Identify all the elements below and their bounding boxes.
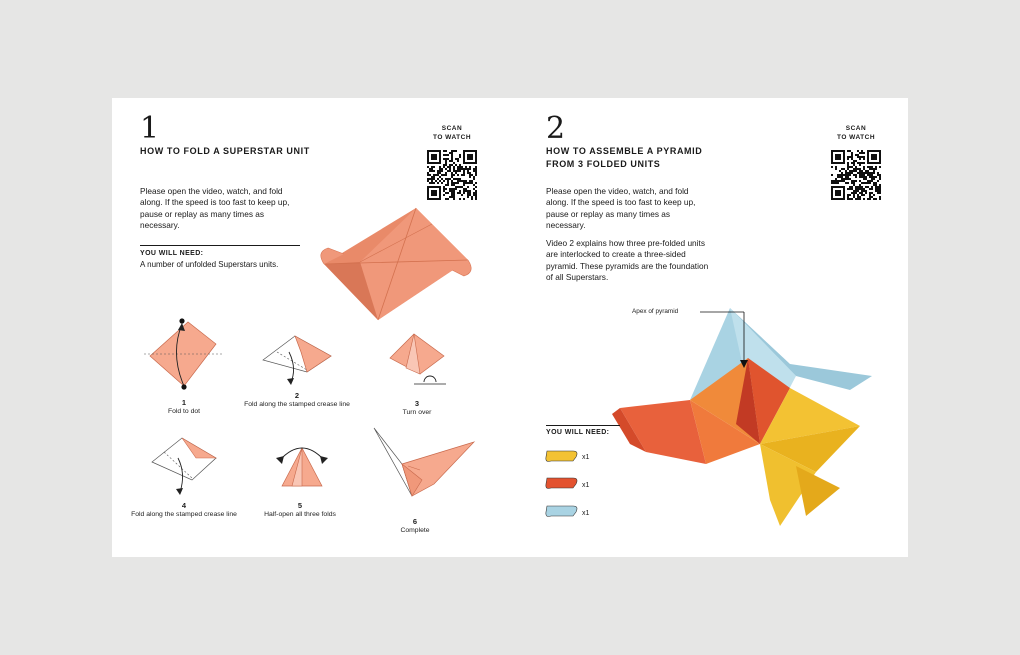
step-caption [245,502,355,519]
apex-label: Apex of pyramid [632,308,679,315]
yellow-unit-icon [543,447,579,469]
step-caption [129,399,239,416]
step-caption-number: 2 [294,391,300,400]
step-1-diagram [144,314,224,392]
step-2-diagram [257,330,337,386]
you-will-need-title: YOU WILL NEED: [546,429,610,436]
divider [546,425,620,426]
quantity: x1 [582,482,590,489]
step-caption-text: Fold along the stamped crease line [244,400,350,408]
step-4-diagram [148,436,224,496]
book-spread [112,98,908,557]
scan-label: SCAN TO WATCH [432,125,472,141]
step-caption-text: Complete [400,526,430,534]
quantity: x1 [582,454,590,461]
intro-text: Please open the video, watch, and fold along. If the speed is too fast to keep up, pause or replay as many times as necessary. [140,186,290,231]
step-caption [129,502,239,519]
pyramid-illustration [610,304,874,530]
page-heading: HOW TO ASSEMBLE A PYRAMID FROM 3 FOLDED UNITS [546,146,703,169]
scan-label: SCAN TO WATCH [836,125,876,141]
step-caption [360,518,470,535]
you-will-need-title: YOU WILL NEED: [140,250,204,257]
quantity: x1 [582,510,590,517]
step-caption-text: Turn over [402,408,432,416]
step-caption-number: 5 [297,501,303,510]
step-3-diagram [384,332,454,390]
you-will-need-text: A number of unfolded Superstars units. [140,260,279,269]
step-caption-number: 1 [181,398,187,407]
step-6-diagram [372,424,476,504]
step-5-diagram [272,438,332,496]
divider [140,245,300,246]
step-caption-number: 6 [412,517,418,526]
left-page [112,98,510,557]
step-caption-text: Fold along the stamped crease line [131,510,237,518]
unfolded-unit-illustration [320,202,470,326]
page-heading: HOW TO FOLD A SUPERSTAR UNIT [140,146,310,156]
step-number: 1 [140,111,160,146]
intro-text-2: Video 2 explains how three pre-folded units are interlocked to create a three-sided pyramid. These pyramids are the foundation of all Superstars. [546,238,709,283]
step-caption-text: Half-open all three folds [264,510,336,518]
step-number: 2 [546,111,566,146]
intro-text: Please open the video, watch, and fold along. If the speed is too fast to keep up, pause or replay as many times as necessary. [546,186,696,231]
step-caption [362,400,472,417]
step-caption-text: Fold to dot [167,407,201,415]
blue-unit-icon [543,502,579,524]
qr-code-icon[interactable] [831,150,881,200]
right-page [510,98,908,557]
step-caption [242,392,352,409]
red-unit-icon [543,474,579,496]
step-caption-number: 4 [181,501,187,510]
qr-code-icon[interactable] [427,150,477,200]
step-caption-number: 3 [414,399,420,408]
